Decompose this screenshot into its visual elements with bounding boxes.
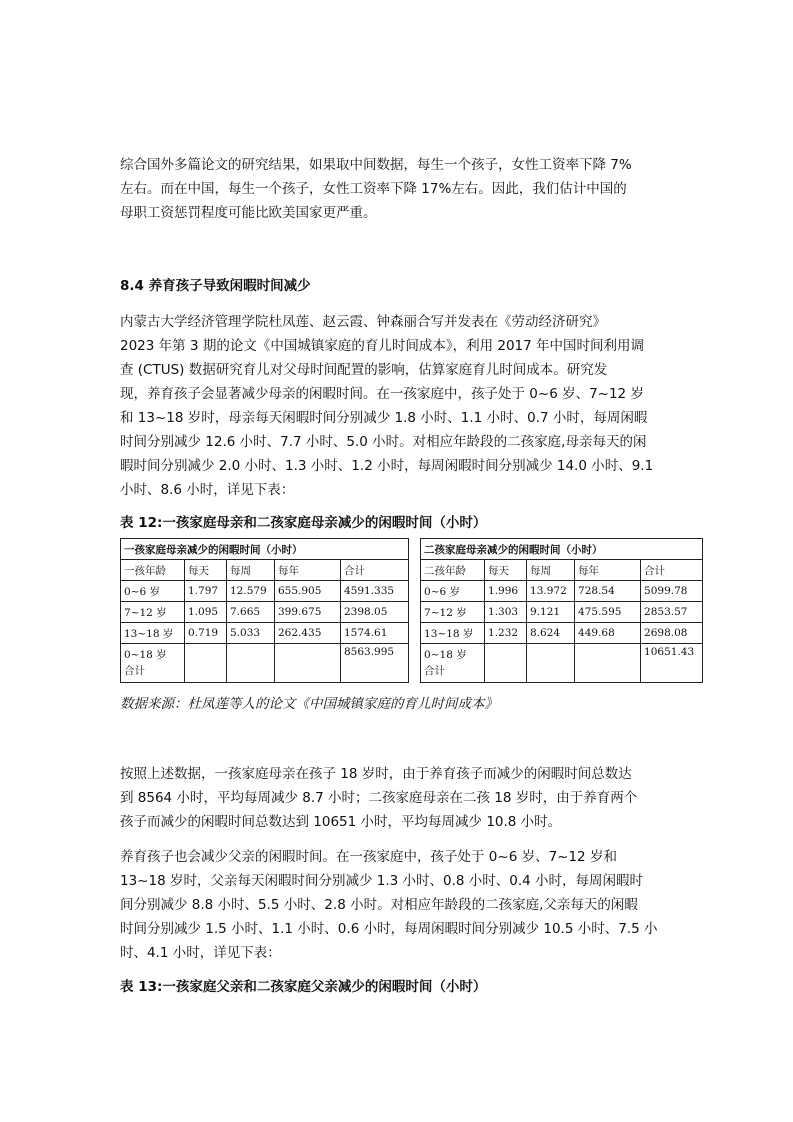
table-cell: 0~6 岁 (421, 581, 485, 602)
table-cell: 7.665 (227, 602, 275, 623)
table-cell: 399.675 (275, 602, 341, 623)
table-cell: 12.579 (227, 581, 275, 602)
column-header: 每周 (527, 560, 575, 581)
table-cell: 0~6 岁 (121, 581, 185, 602)
column-header: 每天 (485, 560, 527, 581)
table-cell: 1.303 (485, 602, 527, 623)
text-line: 养育孩子也会减少父亲的闲暇时间。在一孩家庭中，孩子处于 0~6 岁、7~12 岁和 (120, 849, 617, 865)
table-cell: 5.033 (227, 623, 275, 644)
table-cell-empty (227, 644, 275, 683)
text-line: 13~18 岁时，父亲每天闲暇时间分别减少 1.3 小时、0.8 小时、0.4 小时，每周闲暇时 (120, 873, 644, 889)
text-line: 按照上述数据，一孩家庭母亲在孩子 18 岁时，由于养育孩子而减少的闲暇时间总数达 (120, 766, 632, 782)
text-line: 内蒙古大学经济管理学院杜凤莲、赵云霞、钟森丽合写并发表在《劳动经济研究》 (120, 314, 606, 330)
table-cell: 2853.57 (641, 602, 703, 623)
table-cell: 7~12 岁 (421, 602, 485, 623)
total-label-line: 合计 (424, 665, 446, 677)
table-cell: 2398.05 (341, 602, 409, 623)
table-cell: 475.595 (575, 602, 641, 623)
text-line: 和 13~18 岁时，母亲每天闲暇时间分别减少 1.8 小时、1.1 小时、0.7 小时，每周闲暇 (120, 410, 648, 426)
table-cell: 7~12 岁 (121, 602, 185, 623)
text-line: 2023 年第 3 期的论文《中国城镇家庭的育儿时间成本》，利用 2017 年中国时间利用调 (120, 338, 645, 354)
table-cell-empty (485, 644, 527, 683)
table-cell-empty (275, 644, 341, 683)
table-cell: 655.905 (275, 581, 341, 602)
total-value-cell: 8563.995 (341, 644, 409, 683)
source-note: 数据来源：杜凤莲等人的论文《中国城镇家庭的育儿时间成本》 (120, 696, 498, 712)
table-cell-empty (527, 644, 575, 683)
section-heading: 8.4 养育孩子导致闲暇时间减少 (120, 278, 311, 294)
paragraph-mother-leisure (120, 310, 673, 502)
column-header: 每周 (227, 560, 275, 581)
total-label-line: 0~18 岁 (424, 649, 467, 661)
right-table-title: 二孩家庭母亲减少的闲暇时间（小时） (421, 539, 703, 560)
text-line: 暇时间分别减少 2.0 小时、1.3 小时、1.2 小时，每周闲暇时间分别减少 14.0 小时、9.1 (120, 458, 654, 474)
table-cell: 5099.78 (641, 581, 703, 602)
table-cell: 449.68 (575, 623, 641, 644)
table-13-caption: 表 13:一孩家庭父亲和二孩家庭父亲减少的闲暇时间（小时） (120, 979, 487, 995)
column-header: 每年 (575, 560, 641, 581)
text-line: 时间分别减少 1.5 小时、1.1 小时、0.6 小时，每周闲暇时间分别减少 10.5 小时、7.5 小 (120, 921, 658, 937)
table-12 (120, 538, 703, 683)
table-title-row (121, 539, 703, 560)
column-header: 每天 (185, 560, 227, 581)
intro-paragraph (120, 153, 673, 225)
text-line: 查 (CTUS) 数据研究育儿对父母时间配置的影响，估算家庭育儿时间成本。研究发 (120, 362, 608, 378)
table-cell: 13~18 岁 (421, 623, 485, 644)
table-cell: 13.972 (527, 581, 575, 602)
column-header: 一孩年龄 (121, 560, 185, 581)
text-line: 母职工资惩罚程度可能比欧美国家更严重。 (120, 205, 377, 221)
table-cell: 262.435 (275, 623, 341, 644)
table-cell-empty (575, 644, 641, 683)
table-cell: 0.719 (185, 623, 227, 644)
table-cell: 1574.61 (341, 623, 409, 644)
text-line: 综合国外多篇论文的研究结果，如果取中间数据，每生一个孩子，女性工资率下降 7% (120, 157, 632, 173)
text-line: 左右。而在中国，每生一个孩子，女性工资率下降 17%左右。因此，我们估计中国的 (120, 181, 627, 197)
table-gap (409, 539, 421, 683)
total-label-cell (121, 644, 185, 683)
text-line: 现，养育孩子会显著减少母亲的闲暇时间。在一孩家庭中，孩子处于 0~6 岁、7~12 岁 (120, 386, 644, 402)
table-cell: 1.996 (485, 581, 527, 602)
table-cell: 728.54 (575, 581, 641, 602)
text-line: 小时、8.6 小时，详见下表： (120, 482, 295, 498)
table-cell: 1.797 (185, 581, 227, 602)
table-cell: 4591.335 (341, 581, 409, 602)
paragraph-summary (120, 762, 673, 834)
total-label-cell (421, 644, 485, 683)
paragraph-father-leisure (120, 845, 673, 965)
table-cell: 1.095 (185, 602, 227, 623)
column-header: 合计 (641, 560, 703, 581)
table-12-caption: 表 12:一孩家庭母亲和二孩家庭母亲减少的闲暇时间（小时） (120, 515, 487, 531)
column-header: 合计 (341, 560, 409, 581)
table-cell: 2698.08 (641, 623, 703, 644)
text-line: 间分别减少 8.8 小时、5.5 小时、2.8 小时。对相应年龄段的二孩家庭,父亲每天的闲暇 (120, 897, 638, 913)
text-line: 时、4.1 小时，详见下表： (120, 945, 281, 961)
total-value-cell: 10651.43 (641, 644, 703, 683)
text-line: 孩子而减少的闲暇时间总数达到 10651 小时，平均每周减少 10.8 小时。 (120, 814, 562, 830)
text-line: 时间分别减少 12.6 小时、7.7 小时、5.0 小时。对相应年龄段的二孩家庭,母亲每天的闲 (120, 434, 647, 450)
table-cell-empty (185, 644, 227, 683)
table-cell: 8.624 (527, 623, 575, 644)
total-label-line: 0~18 岁 (124, 649, 167, 661)
text-line: 到 8564 小时，平均每周减少 8.7 小时；二孩家庭母亲在二孩 18 岁时，由于养育两个 (120, 790, 638, 806)
column-header: 二孩年龄 (421, 560, 485, 581)
total-label-line: 合计 (124, 665, 145, 677)
table-cell: 1.232 (485, 623, 527, 644)
table-cell: 9.121 (527, 602, 575, 623)
left-table-title: 一孩家庭母亲减少的闲暇时间（小时） (121, 539, 409, 560)
table-cell: 13~18 岁 (121, 623, 185, 644)
column-header: 每年 (275, 560, 341, 581)
